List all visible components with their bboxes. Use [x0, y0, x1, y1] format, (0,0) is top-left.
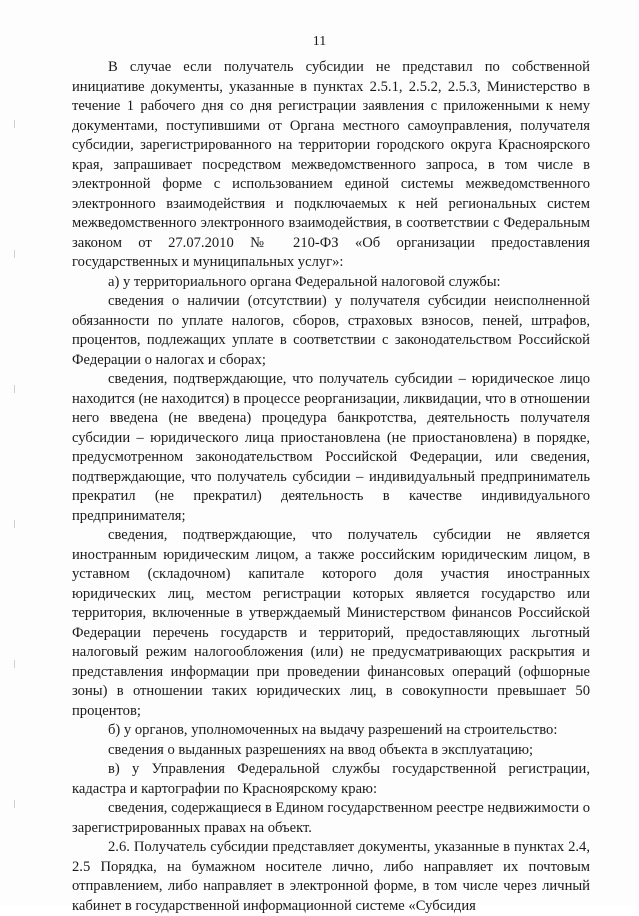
paragraph-commissioning-permits: сведения о выданных разрешениях на ввод объекта в эксплуатацию; — [108, 741, 534, 758]
paragraph-reorganization-info: сведения, подтверждающие, что получатель субсидии – юридическое лицо находится (не находится) в процессе реорганизации, ликвидации, что в отношении него введена (не введена) процедура банкротства, деятельность получателя субсидии – юридического лица приостановлена (не приостановлена) в порядке, предусмотренном законодательством Российской Федерации, или сведения, подтверждающие, что получатель субсидии – индивидуальный предприниматель прекратил (не прекратил) деятельность в качестве индивидуального предпринимателя; — [72, 371, 590, 524]
page-number: 11 — [312, 34, 327, 49]
paragraph-item-a-heading: а) у территориального органа Федеральной налоговой службы: — [108, 273, 501, 290]
scan-margin-marks — [14, 0, 16, 905]
paragraph-item-c-heading: в) у Управления Федеральной службы государственной регистрации, кадастра и картографии по Красноярскому краю: — [72, 761, 590, 797]
paragraph-section-2-6: 2.6. Получатель субсидии представляет документы, указанные в пунктах 2.4, 2.5 Порядка, на бумажном носителе лично, либо направляет их почтовым отправлением, либо направляет в электронной форме, в том числе через личный кабинет в государственной информационной системе «Субсидия — [72, 839, 590, 914]
document-body — [72, 58, 590, 916]
paragraph-item-b-heading: б) у органов, уполномоченных на выдачу разрешений на строительство: — [108, 722, 558, 738]
paragraph-registry-info: сведения, содержащиеся в Едином государственном реестре недвижимости о зарегистрированных правах на объект. — [72, 800, 590, 836]
paragraph-foreign-entity-info: сведения, подтверждающие, что получатель субсидии не является иностранным юридическим лицом, а также российским юридическим лицом, в уставном (складочном) капитале которого доля участия иностранных юридических лиц, местом регистрации которых является государство или территория, включенные в утверждаемый Министерством финансов Российской Федерации перечень государств и территорий, предоставляющих льготный налоговый режим налогообложения (или) не предусматривающих раскрытия и представления информации при проведении финансовых операций (офшорные зоны) в отношении таких юридических лиц, в совокупности превышает 50 процентов; — [72, 527, 590, 719]
paragraph-tax-obligations: сведения о наличии (отсутствии) у получателя субсидии неисполненной обязанности по уплате налогов, сборов, страховых взносов, пеней, штрафов, процентов, подлежащих уплате в соответствии с законодательством Российской Федерации о налогах и сборах; — [72, 293, 590, 368]
paragraph-request-intro: В случае если получатель субсидии не представил по собственной инициативе документы, указанные в пунктах 2.5.1, 2.5.2, 2.5.3, Министерство в течение 1 рабочего дня со дня регистрации заявления с приложенными к нему документами, поступившими от Органа местного самоуправления, получателя субсидии, зарегистрированного на территории городского округа Красноярского края, запрашивает посредством межведомственного запроса, в том числе в электронной форме с использованием единой системы межведомственного электронного взаимодействия и подключаемых к ней региональных систем межведомственного электронного взаимодействия, в соответствии с Федеральным законом от 27.07.2010 № 210-ФЗ «Об организации предоставления государственных и муниципальных услуг»: — [72, 59, 590, 270]
